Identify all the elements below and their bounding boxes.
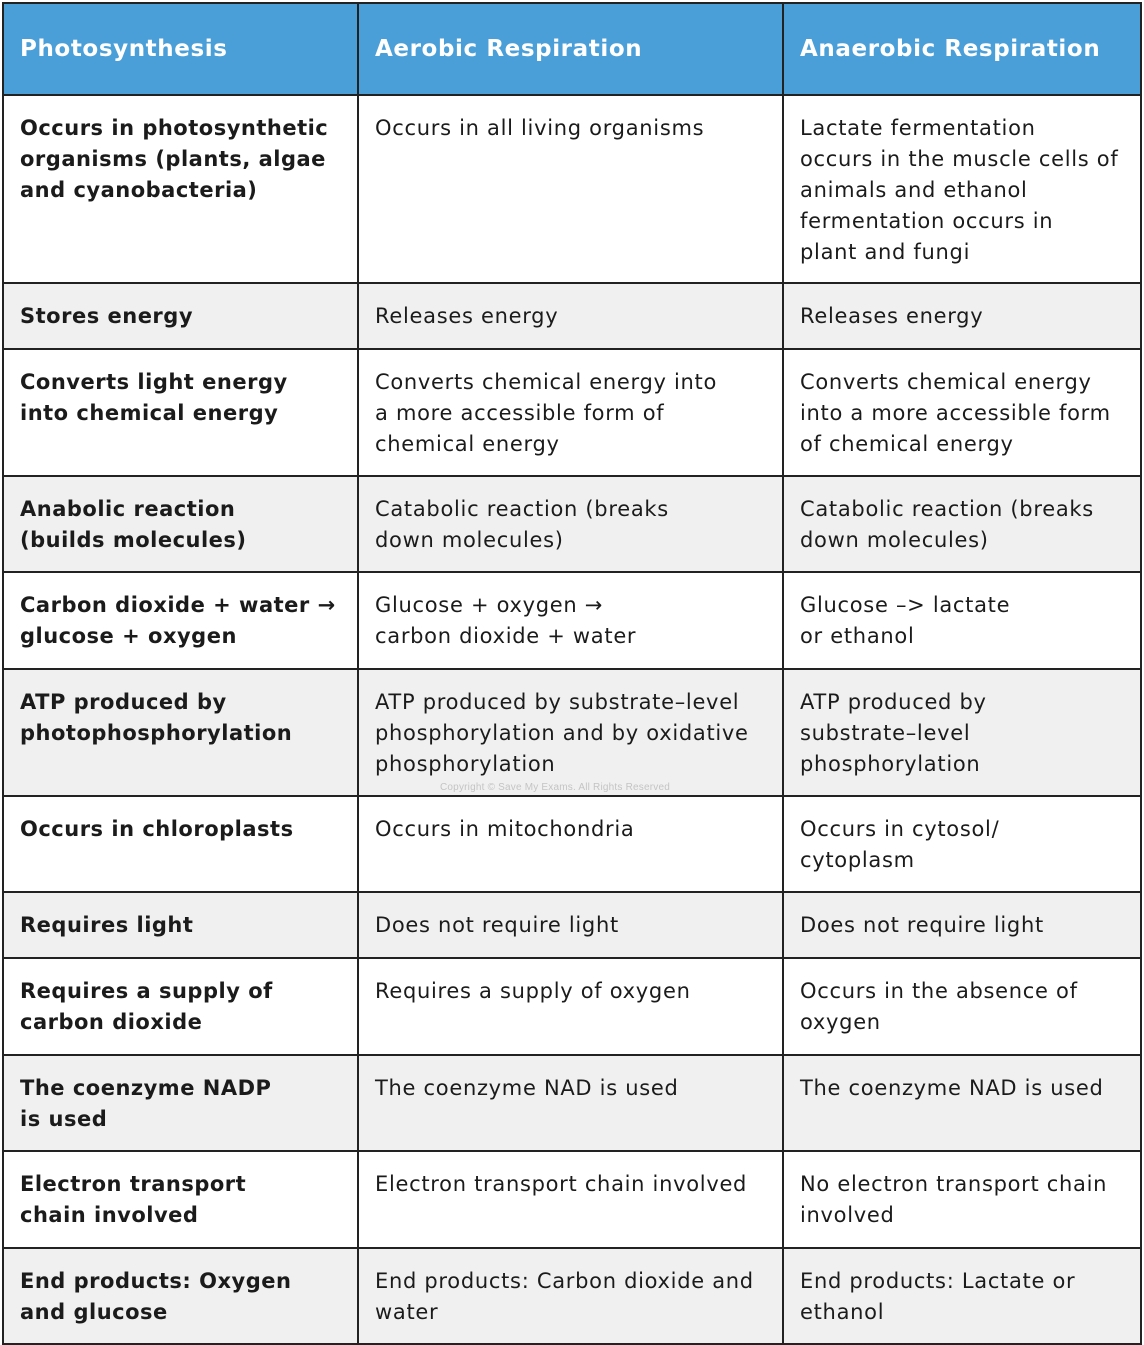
- cell-aerobic: Electron transport chain involved: [358, 1151, 783, 1248]
- cell-photosynthesis: The coenzyme NADP is used: [3, 1055, 358, 1151]
- cell-aerobic: Requires a supply of oxygen: [358, 958, 783, 1055]
- cell-photosynthesis: Requires light: [3, 892, 358, 958]
- cell-aerobic: Converts chemical energy into a more accessible form of chemical energy: [358, 349, 783, 476]
- cell-anaerobic: End products: Lactate or ethanol: [783, 1248, 1141, 1344]
- cell-aerobic: Occurs in mitochondria: [358, 796, 783, 892]
- table-row: [3, 572, 1141, 669]
- table-row: [3, 349, 1141, 476]
- cell-anaerobic: ATP produced by substrate–level phosphorylation: [783, 669, 1141, 796]
- cell-photosynthesis: Electron transport chain involved: [3, 1151, 358, 1248]
- cell-aerobic: ATP produced by substrate–level phosphorylation and by oxidative phosphorylation: [358, 669, 783, 796]
- cell-anaerobic: The coenzyme NAD is used: [783, 1055, 1141, 1151]
- cell-photosynthesis: Carbon dioxide + water → glucose + oxygen: [3, 572, 358, 669]
- cell-photosynthesis: Occurs in chloroplasts: [3, 796, 358, 892]
- table-row: [3, 283, 1141, 349]
- cell-anaerobic: Converts chemical energy into a more accessible form of chemical energy: [783, 349, 1141, 476]
- cell-anaerobic: Releases energy: [783, 283, 1141, 349]
- table-row: [3, 958, 1141, 1055]
- cell-anaerobic: No electron transport chain involved: [783, 1151, 1141, 1248]
- comparison-table: [2, 2, 1142, 1345]
- cell-anaerobic: Occurs in cytosol/ cytoplasm: [783, 796, 1141, 892]
- table-row: [3, 1055, 1141, 1151]
- table-row: [3, 476, 1141, 572]
- cell-anaerobic: Glucose –> lactate or ethanol: [783, 572, 1141, 669]
- cell-anaerobic: Does not require light: [783, 892, 1141, 958]
- cell-photosynthesis: Anabolic reaction (builds molecules): [3, 476, 358, 572]
- table-row: [3, 892, 1141, 958]
- table-row: [3, 796, 1141, 892]
- cell-photosynthesis: End products: Oxygen and glucose: [3, 1248, 358, 1344]
- cell-photosynthesis: Occurs in photosynthetic organisms (plants, algae and cyanobacteria): [3, 95, 358, 283]
- cell-aerobic: Glucose + oxygen → carbon dioxide + water: [358, 572, 783, 669]
- table-row: [3, 669, 1141, 796]
- header-photosynthesis: Photosynthesis: [3, 3, 358, 95]
- cell-anaerobic: Occurs in the absence of oxygen: [783, 958, 1141, 1055]
- table-row: [3, 1151, 1141, 1248]
- cell-aerobic: End products: Carbon dioxide and water: [358, 1248, 783, 1344]
- cell-aerobic: The coenzyme NAD is used: [358, 1055, 783, 1151]
- cell-aerobic: Occurs in all living organisms: [358, 95, 783, 283]
- header-anaerobic-respiration: Anaerobic Respiration: [783, 3, 1141, 95]
- cell-aerobic: Releases energy: [358, 283, 783, 349]
- copyright-watermark-text: Copyright © Save My Exams. All Rights Reserved: [440, 782, 670, 793]
- cell-photosynthesis: Requires a supply of carbon dioxide: [3, 958, 358, 1055]
- cell-anaerobic: Lactate fermentation occurs in the muscle cells of animals and ethanol fermentation occurs in plant and fungi: [783, 95, 1141, 283]
- cell-photosynthesis: Stores energy: [3, 283, 358, 349]
- cell-anaerobic: Catabolic reaction (breaks down molecules): [783, 476, 1141, 572]
- cell-aerobic: Does not require light: [358, 892, 783, 958]
- table-row: [3, 1248, 1141, 1344]
- header-aerobic-respiration: Aerobic Respiration: [358, 3, 783, 95]
- table-row: [3, 95, 1141, 283]
- header-row: [3, 3, 1141, 95]
- cell-photosynthesis: Converts light energy into chemical energy: [3, 349, 358, 476]
- cell-aerobic: Catabolic reaction (breaks down molecules): [358, 476, 783, 572]
- cell-photosynthesis: ATP produced by photophosphorylation: [3, 669, 358, 796]
